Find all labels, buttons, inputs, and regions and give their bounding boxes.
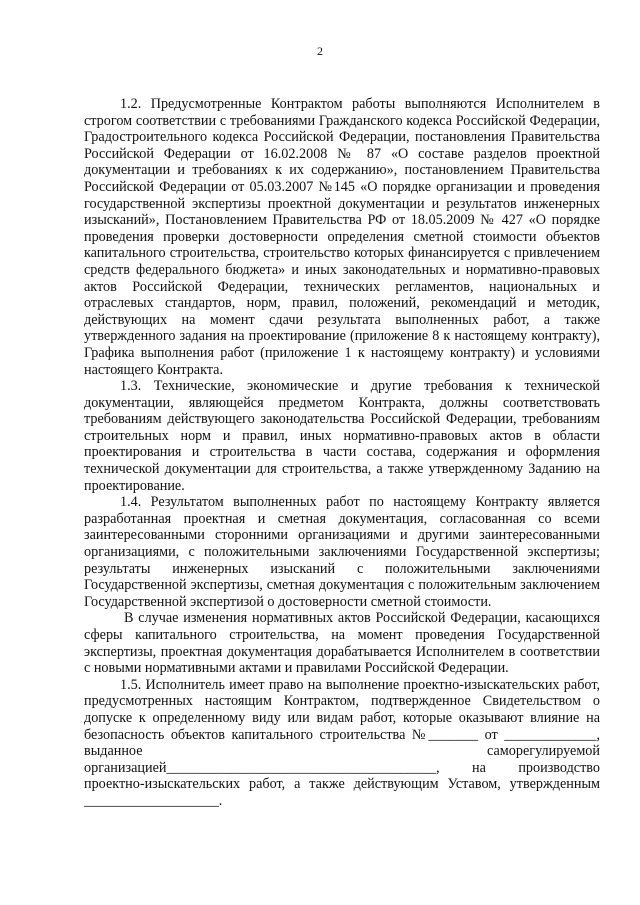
paragraph-1-3: 1.3. Технические, экономические и другие требования к технической документации, являющейся предметом Контракта, должны соответствовать требованиям действующего законодательства Российской Федерации, требованиям строительных норм и правил, иных нормативно-правовых актов в области проектирования и строительства в части состава, содержания и оформления технической документации для строительства, а также утвержденному Заданию на проектирование. — [84, 378, 600, 494]
page-number: 2 — [317, 44, 323, 58]
paragraph-1-5: 1.5. Исполнитель имеет право на выполнение проектно-изыскательских работ, предусмотренных настоящим Контрактом, подтвержденное Свидетельством о допуске к определенному виду или видам работ, которые оказывают влияние на безопасность объектов капитального строительства №_______ от _____________, выданное саморегулируемой организацией______________________________________, на производство проектно-изыскательских работ, а также действующим Уставом, утвержденным ___________________. — [84, 676, 600, 809]
paragraph-1-2: 1.2. Предусмотренные Контрактом работы выполняются Исполнителем в строгом соответствии с требованиями Гражданского кодекса Российской Федерации, Градостроительного кодекса Российской Федерации, постановления Правительства Российской Федерации от 16.02.2008 № 87 «О составе разделов проектной документации и требованиях к их содержанию», постановлением Правительства Российской Федерации от 05.03.2007 №145 «О порядке организации и проведения государственной экспертизы проектной документации и результатов инженерных изысканий», Постановлением Правительства РФ от 18.05.2009 № 427 «О порядке проведения проверки достоверности определения сметной стоимости объектов капитального строительства, строительство которых финансируется с привлечением средств федерального бюджета» и иных законодательных и нормативно-правовых актов Российской Федерации, технических регламентов, национальных и отраслевых стандартов, норм, правил, положений, рекомендаций и методик, действующих на момент сдачи результата выполненных работ, а также утвержденного задания на проектирование (приложение 8 к настоящему контракту), Графика выполнения работ (приложение 1 к настоящему контракту) и условиями настоящего Контракта. — [84, 96, 600, 378]
document-body — [84, 96, 600, 810]
paragraph-regulatory-changes: В случае изменения нормативных актов Российской Федерации, касающихся сферы капитального строительства, на момент проведения Государственной экспертизы, проектная документация дорабатывается Исполнителем в соответствии с новыми нормативными актами и правилами Российской Федерации. — [84, 610, 600, 677]
paragraph-1-4: 1.4. Результатом выполненных работ по настоящему Контракту является разработанная проектная и сметная документация, согласованная со всеми заинтересованными сторонними организациями и другими заинтересованными организациями, с положительными заключениями Государственной экспертизы; результаты инженерных изысканий с положительными заключениями Государственной экспертизы, сметная документация с положительным заключением Государственной экспертизой о достоверности сметной стоимости. — [84, 494, 600, 610]
